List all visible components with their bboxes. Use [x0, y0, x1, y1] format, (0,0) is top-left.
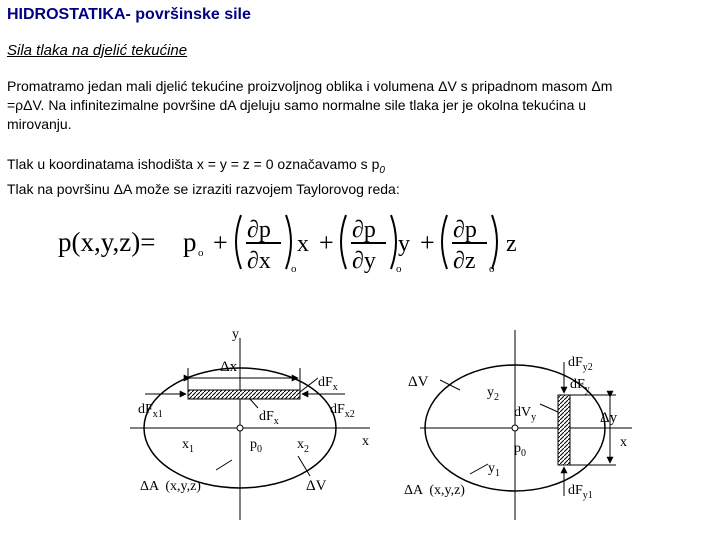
- left-x2: $x_2$: [297, 437, 309, 455]
- page-title: HIDROSTATIKA- površinske sile: [7, 6, 251, 23]
- eq-dz: ∂z: [453, 248, 476, 274]
- eq-y: y: [398, 231, 410, 257]
- pressure-line-2: Tlak na površinu ΔA može se izraziti razvojem Taylorovog reda:: [7, 180, 400, 197]
- eq-p0: p: [183, 227, 197, 257]
- intro-line-2: =ρΔV. Na infinitezimalne površine dA djeluju samo normalne sile tlaka jer je okolna tekućina u: [7, 97, 587, 113]
- right-da-label: ΔA (x,y,z): [404, 483, 465, 498]
- intro-line-1: Promatramo jedan mali djelić tekućine proizvoljnog oblika i volumena ΔV s pripadnom masom Δm: [7, 78, 613, 94]
- right-y2: $y_2$: [487, 385, 499, 403]
- paren-right-3: [492, 215, 497, 269]
- right-delta-y: Δy: [600, 410, 618, 426]
- section-subtitle: Sila tlaka na djelić tekućine: [7, 42, 188, 59]
- paren-right-1: [286, 215, 291, 269]
- eq-plus-1: +: [213, 228, 228, 257]
- eq-dp-2: ∂p: [352, 217, 376, 243]
- paren-left-3: [442, 215, 447, 269]
- right-dfy2: $dF_{y2}$: [568, 355, 593, 373]
- eq-dp-1: ∂p: [247, 217, 271, 243]
- eq-plus-2: +: [319, 228, 334, 257]
- paren-right-2: [391, 215, 396, 269]
- right-leader-da: [470, 464, 488, 474]
- right-dv-label: ΔV: [408, 374, 429, 390]
- left-p0: $p_0$: [250, 437, 262, 455]
- left-dx-label: Δx: [220, 359, 238, 375]
- eq-sub-o-3: o: [489, 263, 495, 275]
- intro-line-3: mirovanju.: [7, 116, 72, 132]
- pressure-paragraph: [7, 155, 713, 199]
- right-leader-dvy: [540, 404, 558, 412]
- left-da-label: ΔA (x,y,z): [140, 479, 201, 494]
- left-y-label: y: [232, 327, 239, 342]
- left-dfx-mid: $dF_x$: [259, 409, 279, 427]
- force-diagrams: [0, 300, 720, 540]
- eq-plus-3: +: [420, 228, 435, 257]
- eq-dp-3: ∂p: [453, 217, 477, 243]
- paren-left-2: [341, 215, 346, 269]
- left-dfx1: $dF_{x1}$: [138, 402, 163, 420]
- taylor-equation: [55, 205, 535, 280]
- right-x-label: x: [620, 435, 627, 450]
- right-dfy1: $dF_{y1}$: [568, 483, 593, 501]
- right-p0: $p_0$: [514, 441, 526, 459]
- pressure-line-1: Tlak u koordinatama ishodišta x = y = z = 0 označavamo s $p_0$: [7, 156, 385, 176]
- left-dfx2: $dF_{x2}$: [330, 402, 355, 420]
- intro-paragraph: [7, 77, 713, 134]
- left-dfx-top: $dF_x$: [318, 375, 338, 393]
- eq-sub-o-2: o: [396, 263, 402, 275]
- eq-x: x: [297, 231, 309, 257]
- left-diagram: [130, 327, 370, 520]
- right-dfy: $dF_y$: [570, 377, 590, 395]
- right-origin: [512, 425, 518, 431]
- eq-sub-o-1: o: [291, 263, 297, 275]
- left-dv-label: ΔV: [306, 478, 327, 494]
- left-origin: [237, 425, 243, 431]
- right-leader-dv: [440, 380, 460, 390]
- right-diagram: [404, 330, 632, 520]
- left-leader-dfx-mid: [250, 399, 258, 408]
- paren-left-1: [236, 215, 241, 269]
- eq-dx: ∂x: [247, 248, 271, 274]
- right-y1: $y_1$: [488, 461, 500, 479]
- right-dvy: $dV_y$: [514, 405, 537, 423]
- eq-lhs: p(x,y,z)=: [58, 227, 156, 257]
- left-hatched-element: [188, 390, 300, 399]
- left-leader-da: [216, 460, 232, 470]
- left-x1: $x_1$: [182, 437, 194, 455]
- eq-z: z: [506, 231, 517, 257]
- left-x-label: x: [362, 434, 369, 449]
- eq-dy: ∂y: [352, 248, 376, 274]
- eq-p0-sub: o: [198, 247, 204, 259]
- right-hatched-element: [558, 395, 570, 465]
